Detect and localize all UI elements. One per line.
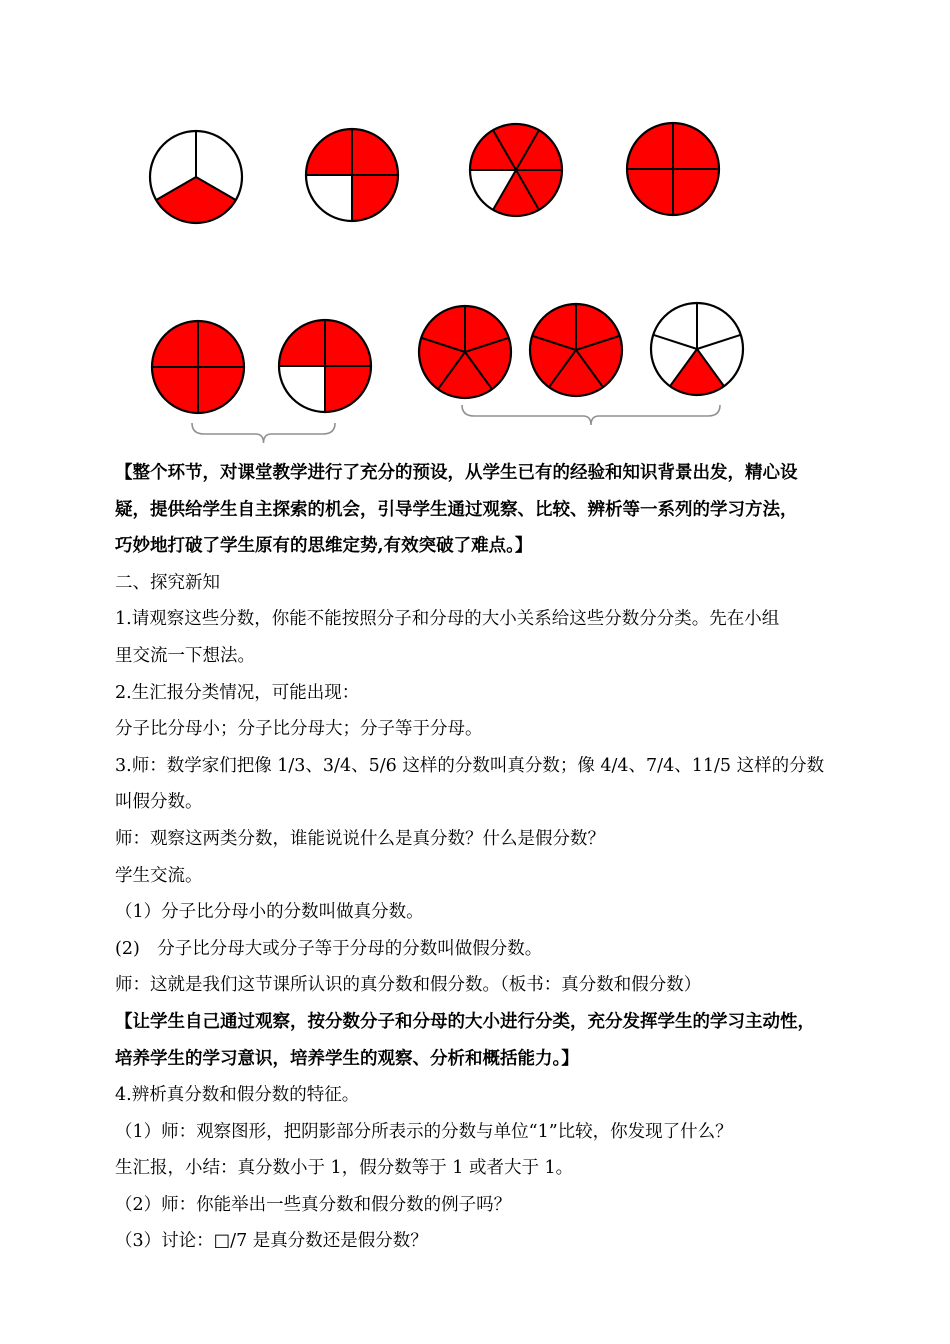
text-line: 二、探究新知 bbox=[115, 572, 220, 593]
text-line: 师：这就是我们这节课所认识的真分数和假分数。（板书：真分数和假分数） bbox=[115, 975, 702, 996]
fraction-circle bbox=[150, 131, 242, 223]
text-line: 疑，提供给学生自主探索的机会，引导学生通过观察、比较、辨析等一系列的学习方法， bbox=[115, 499, 798, 520]
fraction-circle bbox=[279, 320, 371, 412]
text-line: 1.请观察这些分数，你能不能按照分子和分母的大小关系给这些分数分分类。先在小组 bbox=[115, 609, 780, 630]
fraction-circles-svg bbox=[0, 0, 950, 450]
fraction-circle bbox=[530, 304, 622, 396]
text-line: 师：观察这两类分数，谁能说说什么是真分数？什么是假分数？ bbox=[115, 828, 605, 849]
fraction-circle bbox=[651, 303, 743, 395]
text-line: 生汇报，小结：真分数小于 1，假分数等于 1 或者大于 1。 bbox=[115, 1158, 574, 1179]
text-line: 【让学生自己通过观察，按分数分子和分母的大小进行分类，充分发挥学生的学习主动性， bbox=[115, 1011, 815, 1032]
text-line: 2.生汇报分类情况，可能出现： bbox=[115, 682, 360, 703]
text-line: 培养学生的学习意识，培养学生的观察、分析和概括能力。】 bbox=[115, 1048, 579, 1069]
brace-group-left bbox=[192, 423, 335, 443]
text-line: 3.师：数学家们把像 1/3、3/4、5/6 这样的分数叫真分数；像 4/4、7/4、11/5 这样的分数 bbox=[115, 755, 825, 776]
text-line: 4.辨析真分数和假分数的特征。 bbox=[115, 1085, 360, 1106]
lesson-text bbox=[115, 455, 845, 1260]
brace-group-right bbox=[462, 405, 720, 425]
text-line: （1）分子比分母小的分数叫做真分数。 bbox=[115, 902, 424, 923]
fraction-circle bbox=[419, 306, 511, 398]
fraction-circle bbox=[306, 129, 398, 221]
text-line: （1）师：观察图形，把阴影部分所表示的分数与单位“1”比较，你发现了什么？ bbox=[115, 1121, 733, 1142]
fraction-circle bbox=[470, 124, 562, 216]
text-line: 学生交流。 bbox=[115, 865, 203, 886]
fraction-circle bbox=[627, 123, 719, 215]
text-line: (2) 分子比分母大或分子等于分母的分数叫做假分数。 bbox=[115, 938, 543, 959]
fraction-circles-figure bbox=[0, 0, 950, 450]
text-line: （2）师：你能举出一些真分数和假分数的例子吗？ bbox=[115, 1194, 512, 1215]
text-line: （3）讨论：□/7 是真分数还是假分数？ bbox=[115, 1231, 428, 1252]
text-line: 分子比分母小；分子比分母大；分子等于分母。 bbox=[115, 719, 483, 740]
text-line: 【整个环节，对课堂教学进行了充分的预设，从学生已有的经验和知识背景出发，精心设 bbox=[115, 463, 798, 483]
text-line: 叫假分数。 bbox=[115, 792, 203, 813]
fraction-circle bbox=[152, 321, 244, 413]
text-line: 巧妙地打破了学生原有的思维定势,有效突破了难点。】 bbox=[115, 536, 533, 557]
text-line: 里交流一下想法。 bbox=[115, 645, 255, 666]
